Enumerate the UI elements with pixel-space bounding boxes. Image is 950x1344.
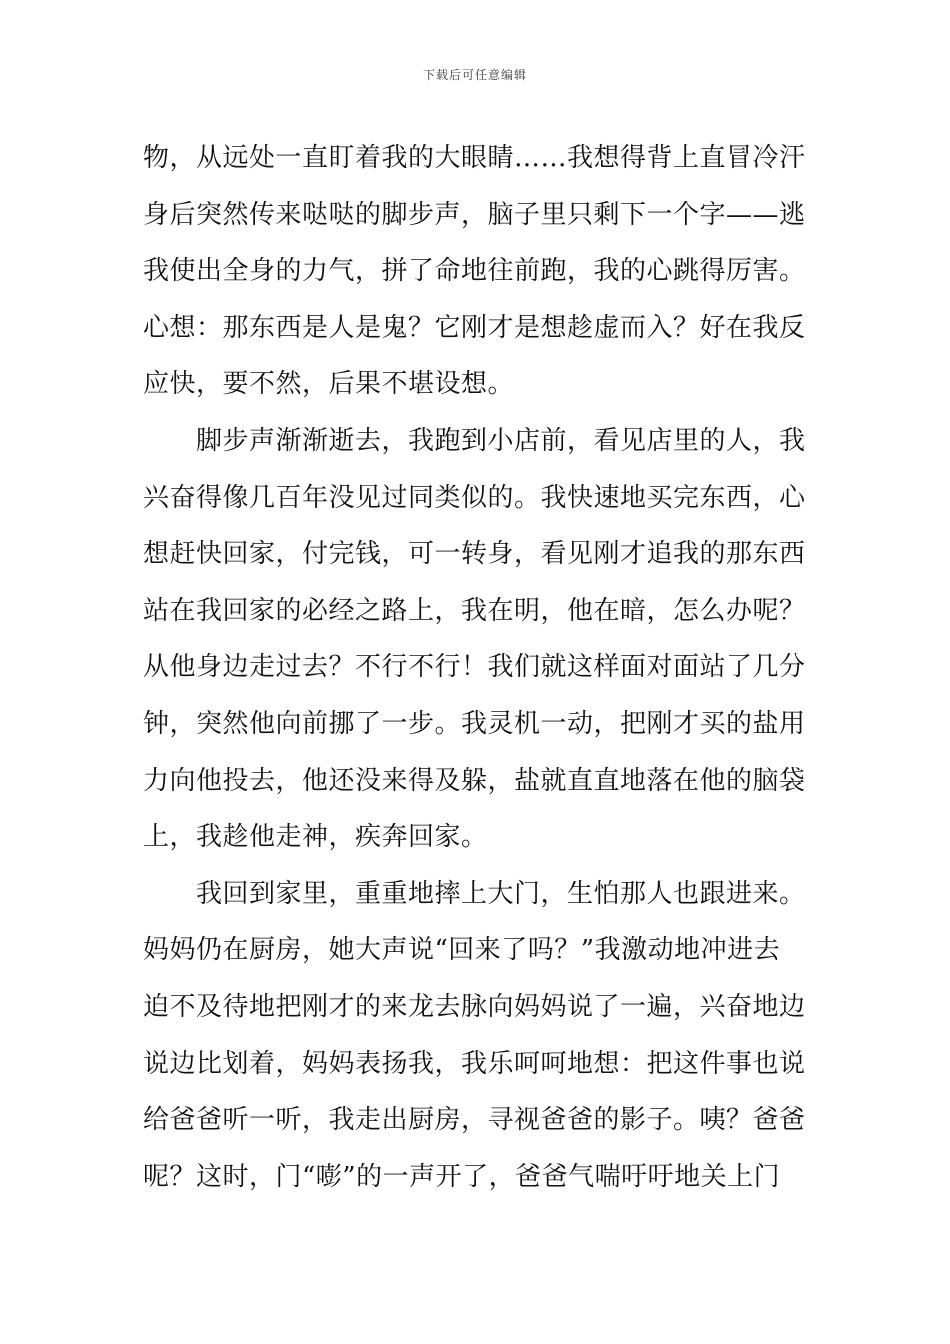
- text-line: 呢？这时，门“嘭”的一声开了，爸爸气喘吁吁地关上门: [143, 1161, 781, 1192]
- text-line: 上，我趁他走神，疾奔回家。: [143, 822, 488, 853]
- text-line: 我回到家里，重重地摔上大门，生怕那人也跟进来。: [143, 878, 806, 909]
- text-line: 脚步声渐渐逝去，我跑到小店前，看见店里的人，我: [143, 425, 806, 456]
- text-line: 迫不及待地把刚才的来龙去脉向妈妈说了一遍，兴奋地边: [143, 991, 806, 1022]
- text-line: 想赶快回家，付完钱，可一转身，看见刚才追我的那东西: [143, 539, 806, 570]
- text-line: 物，从远处一直盯着我的大眼睛……我想得背上直冒冷汗: [143, 143, 806, 173]
- text-line: 兴奋得像几百年没见过同类似的。我快速地买完东西，心: [143, 482, 806, 513]
- page-header: 下载后可任意编辑: [422, 68, 527, 82]
- text-line: 力向他投去，他还没来得及躲，盐就直直地落在他的脑袋: [143, 765, 806, 796]
- text-line: 我使出全身的力气，拼了命地往前跑，我的心跳得厉害。: [143, 256, 806, 287]
- text-line: 应快，要不然，后果不堪设想。: [143, 369, 515, 400]
- text-line: 妈妈仍在厨房，她大声说“回来了吗？”我激动地冲进去: [143, 935, 781, 966]
- text-line: 从他身边走过去？不行不行！我们就这样面对面站了几分: [143, 652, 806, 683]
- text-line: 身后突然传来哒哒的脚步声，脑子里只剩下一个字——逃: [143, 199, 806, 230]
- text-line: 钟，突然他向前挪了一步。我灵机一动，把刚才买的盐用: [143, 708, 806, 739]
- text-line: 站在我回家的必经之路上，我在明，他在暗，怎么办呢？: [143, 595, 806, 626]
- document-body: [143, 130, 823, 1205]
- text-line: 心想：那东西是人是鬼？它刚才是想趁虚而入？好在我反: [143, 312, 806, 343]
- text-line: 给爸爸听一听，我走出厨房，寻视爸爸的影子。咦？爸爸: [143, 1105, 806, 1136]
- text-line: 说边比划着，妈妈表扬我，我乐呵呵地想：把这件事也说: [143, 1048, 806, 1079]
